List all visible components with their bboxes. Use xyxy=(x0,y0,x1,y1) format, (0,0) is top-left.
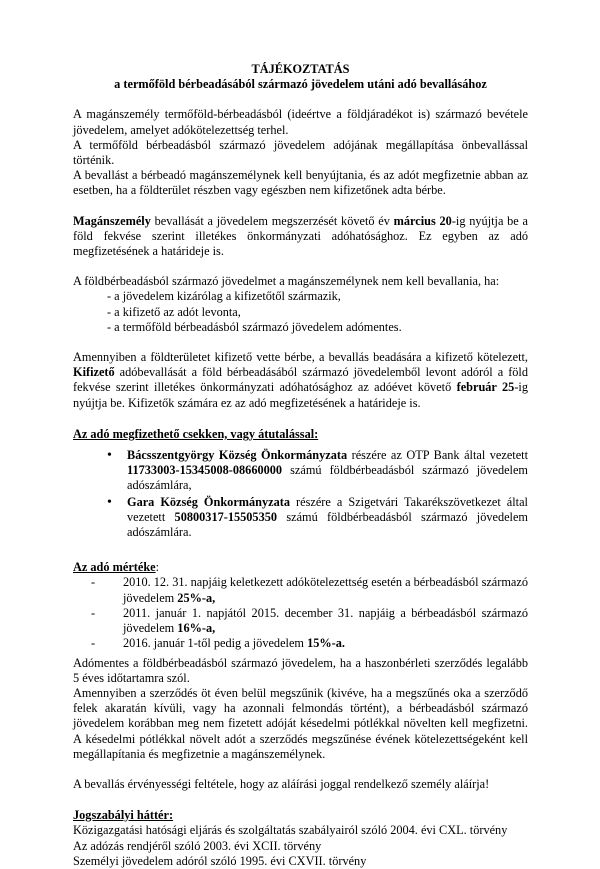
deadline-paragraph: Magánszemély bevallását a jövedelem megszerzését követő év március 20-ig nyújtja be a föld fekvése szerint illetékes önkormányzati adóhatósághoz. Ez egyben az adó megfizetésének a határideje is. xyxy=(73,213,528,259)
list-item: - 2011. január 1. napjától 2015. december 31. napjáig a bérbeadásból származó jövedelem 16%-a, xyxy=(91,606,528,636)
exemptions-intro: A földbérbeadásból származó jövedelmet a magánszemélynek nem kell bevallania, ha: xyxy=(73,274,500,289)
notes-paragraph-1: Adómentes a földbérbeadásból származó jövedelem, ha a haszonbérleti szerződés legalább 5 éves időtartamra szól. xyxy=(73,655,528,685)
intro-paragraph-3: A bevallást a bérbeadó magánszemélynek kell benyújtania, és az adót megfizetnie abban az esetben, ha a földterület részben vagy egészben nem kifizetőnek adta bérbe. xyxy=(73,168,528,198)
legal-heading: Jogszabályi háttér: xyxy=(73,808,174,823)
rate-heading: Az adó mértéke: xyxy=(73,560,160,575)
list-item: Közigazgatási hatósági eljárás és szolgáltatás szabályairól szóló 2004. évi CXL. törvény xyxy=(73,823,508,838)
list-item: - a kifizető az adót levonta, xyxy=(107,304,241,319)
list-item: • Gara Község Önkormányzata részére a Szigetvári Takarékszövetkezet által vezetett 50800317-15505350 számú földbérbeadásból származó jövedelem adószámlára. xyxy=(107,495,528,541)
document-title: TÁJÉKOZTATÁS xyxy=(251,62,350,76)
list-item: - a jövedelem kizárólag a kifizetőtől származik, xyxy=(107,289,341,304)
intro-paragraph-1: A magánszemély termőföld-bérbeadásból (ideértve a földjáradékot is) származó bevétele jövedelem, amelyet adókötelezettség terhel. xyxy=(73,107,528,137)
list-item: Személyi jövedelem adóról szóló 1995. évi CXVII. törvény xyxy=(73,853,367,868)
notes-paragraph-2: Amennyiben a szerződés öt éven belül megszűnik (kivéve, ha a megszűnés oka a szerződő felek akaratán kívüli, vagy ha azonnali felmondás történt), a bérbeadásból származó jövedelem korábban meg nem fizetett adóját késedelmi pótlékkal növelten kell megfizetni. A késedelmi pótlékkal növelt adót a szerződés megszűnése évének kötelezettségeként kell megállapítania és megfizetnie a magánszemélynek. xyxy=(73,685,528,761)
payment-list xyxy=(73,448,528,540)
rate-list xyxy=(73,575,528,651)
payer-paragraph: Amennyiben a földterületet kifizető vette bérbe, a bevallás beadására a kifizető kötelezett, Kifizető adóbevallását a föld bérbeadásából származó jövedelemből levont adóról a föld fekvése szerint illetékes önkormányzati adóhatósághoz az adóévet követő február 25-ig nyújtja be. Kifizetők számára ez az adó megfizetésének a határideje is. xyxy=(73,350,528,410)
intro-paragraph-2: A termőföld bérbeadásból származó jövedelem adójának megállapítása önbevallással történik. xyxy=(73,137,528,168)
exemptions-list xyxy=(73,289,528,335)
legal-list xyxy=(73,823,528,869)
list-item: Az adózás rendjéről szóló 2003. évi XCII. törvény xyxy=(73,838,322,853)
list-item: - 2010. 12. 31. napjáig keletkezett adókötelezettség esetén a bérbeadásból származó jövedelem 25%-a, xyxy=(91,575,528,605)
payment-heading: Az adó megfizethető csekken, vagy átutalással: xyxy=(73,426,319,441)
list-item: - a termőföld bérbeadásból származó jövedelem adómentes. xyxy=(107,319,402,334)
document-subtitle: a termőföld bérbeadásából származó jövedelem utáni adó bevallásához xyxy=(114,77,487,92)
notes-paragraph-3: A bevallás érvényességi feltétele, hogy az aláírási joggal rendelkező személy aláírja! xyxy=(73,776,490,791)
list-item: • Bácsszentgyörgy Község Önkormányzata részére az OTP Bank által vezetett 11733003-15345008-08660000 számú földbérbeadásból származó jövedelem adószámlára, xyxy=(107,448,528,494)
list-item: - 2016. január 1-től pedig a jövedelem 15%-a. xyxy=(91,636,528,651)
